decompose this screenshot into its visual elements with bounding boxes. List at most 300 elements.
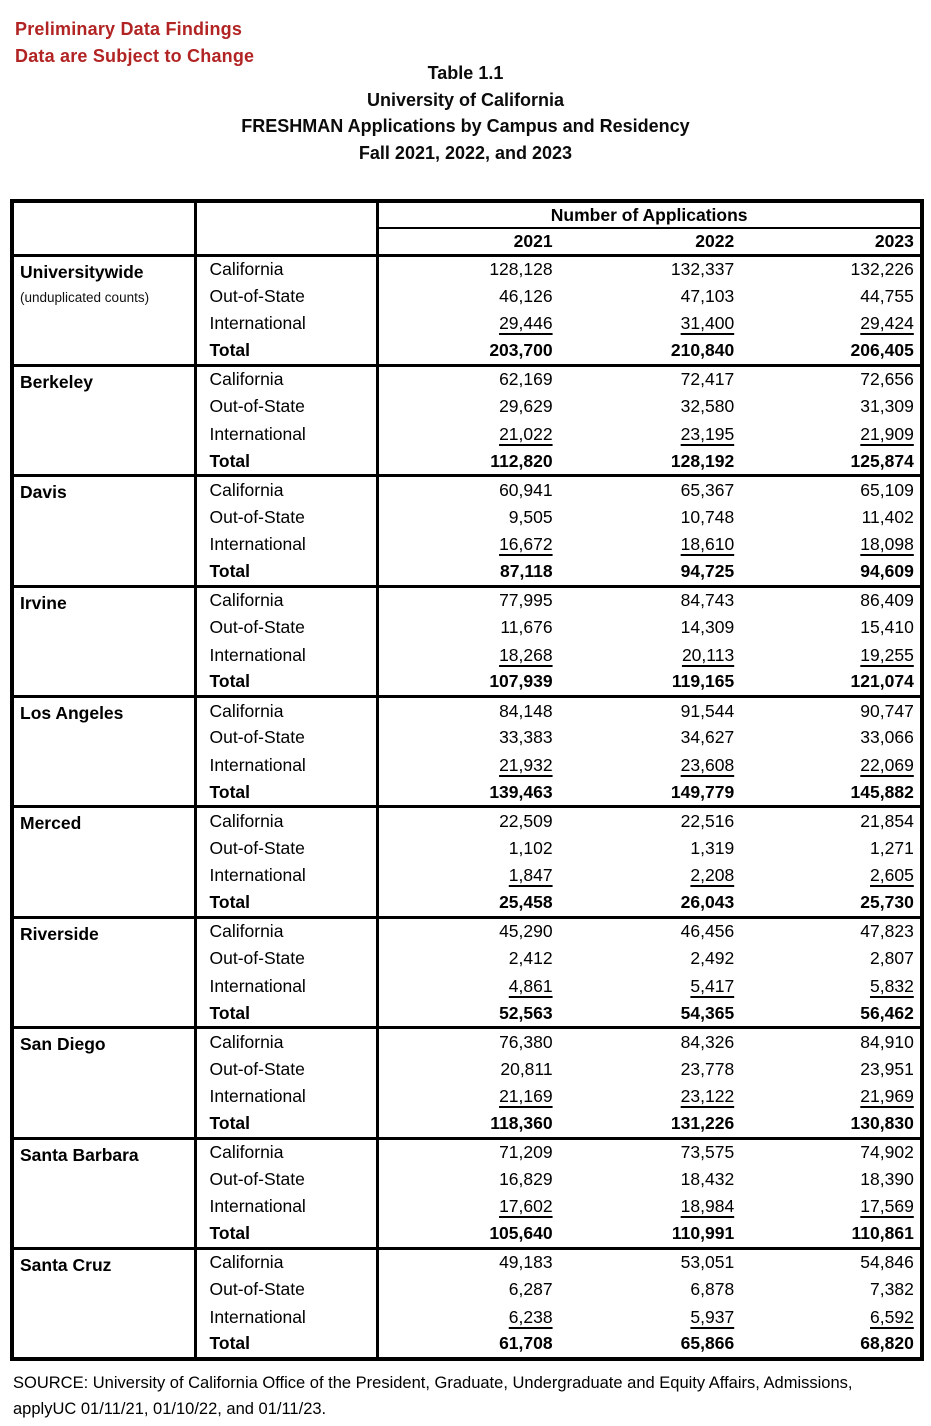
- value-text: 210,840: [670, 340, 735, 361]
- value-cell: [559, 1248, 741, 1276]
- value-cell: [740, 1221, 922, 1249]
- value-text: 11,676: [500, 617, 553, 638]
- campus-name: Universitywide: [20, 261, 144, 282]
- table-title-block: [0, 60, 931, 166]
- value-cell: [377, 1193, 559, 1221]
- campus-cell: [12, 1138, 195, 1248]
- value-cell: [740, 393, 922, 421]
- value-text: 18,610: [680, 534, 735, 555]
- value-text: 29,424: [860, 313, 914, 334]
- value-cell: [377, 531, 559, 559]
- value-cell: [377, 1028, 559, 1056]
- value-text: 23,122: [680, 1086, 735, 1107]
- value-cell: [740, 1028, 922, 1056]
- value-cell: [740, 1000, 922, 1028]
- value-cell: [377, 476, 559, 504]
- value-text: 132,337: [670, 259, 735, 280]
- table-row: [12, 1138, 922, 1166]
- value-text: 21,969: [860, 1086, 914, 1107]
- source-note: [13, 1370, 918, 1422]
- value-cell: [740, 1304, 922, 1332]
- table-header: [12, 201, 922, 255]
- campus-cell: [12, 365, 195, 475]
- value-text: 17,569: [860, 1196, 914, 1217]
- value-text: 25,730: [860, 892, 914, 913]
- value-text: 60,941: [499, 479, 553, 500]
- value-cell: [377, 1276, 559, 1304]
- value-text: 131,226: [670, 1112, 735, 1133]
- value-text: 46,126: [499, 285, 553, 306]
- value-text: 22,069: [860, 754, 914, 775]
- value-cell: [559, 283, 741, 311]
- value-cell: [740, 890, 922, 918]
- residency-label: California: [195, 917, 377, 945]
- value-cell: [377, 917, 559, 945]
- value-text: 2,208: [690, 865, 735, 886]
- value-text: 18,390: [860, 1168, 914, 1189]
- residency-label: Out-of-State: [195, 1166, 377, 1194]
- value-text: 68,820: [860, 1333, 914, 1354]
- value-text: 21,169: [499, 1086, 553, 1107]
- value-text: 94,725: [680, 561, 735, 582]
- value-cell: [740, 448, 922, 476]
- value-text: 23,951: [860, 1058, 914, 1079]
- residency-label: Out-of-State: [195, 945, 377, 973]
- campus-name: Santa Barbara: [20, 1144, 139, 1165]
- residency-label: Total: [195, 890, 377, 918]
- value-text: 84,743: [680, 590, 735, 611]
- residency-label: California: [195, 1138, 377, 1166]
- value-cell: [377, 752, 559, 780]
- value-text: 62,169: [499, 369, 553, 390]
- value-cell: [740, 1110, 922, 1138]
- value-cell: [740, 365, 922, 393]
- value-text: 32,580: [680, 396, 735, 417]
- value-text: 20,113: [681, 644, 735, 665]
- value-cell: [740, 310, 922, 338]
- value-text: 52,563: [499, 1002, 553, 1023]
- value-text: 110,991: [671, 1223, 735, 1244]
- notice-line-1: Preliminary Data Findings: [15, 19, 243, 39]
- value-text: 18,098: [860, 534, 914, 555]
- residency-label: California: [195, 365, 377, 393]
- value-cell: [377, 697, 559, 725]
- value-text: 1,102: [508, 837, 553, 858]
- table-row: [12, 917, 922, 945]
- value-text: 31,400: [680, 313, 735, 334]
- value-text: 5,417: [690, 975, 735, 996]
- value-text: 16,672: [499, 534, 553, 555]
- value-text: 203,700: [489, 340, 553, 361]
- value-cell: [740, 917, 922, 945]
- value-text: 6,287: [508, 1279, 553, 1300]
- value-text: 10,748: [680, 506, 735, 527]
- value-text: 91,544: [680, 700, 735, 721]
- source-line-1: SOURCE: University of California Office of the President, Graduate, Undergraduate and Equity Affairs, Admissions,: [13, 1374, 853, 1392]
- value-cell: [740, 586, 922, 614]
- residency-label: International: [195, 1193, 377, 1221]
- value-text: 6,592: [870, 1306, 914, 1327]
- value-cell: [559, 1138, 741, 1166]
- value-cell: [377, 1221, 559, 1249]
- value-cell: [559, 862, 741, 890]
- value-cell: [559, 1110, 741, 1138]
- value-text: 2,492: [690, 948, 735, 969]
- value-text: 22,516: [680, 810, 735, 831]
- value-cell: [559, 614, 741, 642]
- value-cell: [559, 365, 741, 393]
- value-text: 23,778: [680, 1058, 735, 1079]
- value-text: 73,575: [680, 1142, 735, 1163]
- value-text: 47,103: [680, 285, 735, 306]
- value-text: 14,309: [680, 617, 735, 638]
- campus-header-blank: [12, 201, 195, 255]
- value-cell: [377, 614, 559, 642]
- value-text: 5,937: [690, 1306, 735, 1327]
- value-text: 45,290: [499, 921, 553, 942]
- value-cell: [740, 1055, 922, 1083]
- value-cell: [740, 283, 922, 311]
- campus-note: (unduplicated counts): [20, 289, 150, 305]
- value-text: 21,022: [499, 423, 553, 444]
- value-cell: [377, 862, 559, 890]
- value-text: 18,432: [680, 1168, 735, 1189]
- value-text: 71,209: [499, 1142, 553, 1163]
- value-text: 61,708: [499, 1333, 553, 1354]
- value-text: 128,128: [489, 259, 553, 280]
- value-text: 84,326: [680, 1031, 735, 1052]
- residency-label: Total: [195, 1000, 377, 1028]
- campus-name: Los Angeles: [20, 703, 124, 723]
- value-text: 72,417: [680, 369, 735, 390]
- value-cell: [740, 972, 922, 1000]
- residency-label: Total: [195, 779, 377, 807]
- value-text: 49,183: [499, 1252, 553, 1273]
- value-cell: [740, 1166, 922, 1194]
- residency-label: Out-of-State: [195, 1276, 377, 1304]
- value-cell: [740, 752, 922, 780]
- table-row: [12, 255, 922, 283]
- value-text: 149,779: [670, 781, 735, 802]
- value-cell: [740, 559, 922, 587]
- value-text: 94,609: [860, 561, 914, 582]
- header-row-group: [12, 201, 922, 228]
- value-text: 2,605: [870, 865, 914, 886]
- value-cell: [559, 1304, 741, 1332]
- residency-label: Out-of-State: [195, 283, 377, 311]
- campus-cell: [12, 807, 195, 917]
- value-cell: [559, 807, 741, 835]
- value-cell: [377, 365, 559, 393]
- value-text: 1,271: [870, 837, 914, 858]
- value-cell: [377, 393, 559, 421]
- value-cell: [740, 255, 922, 283]
- value-cell: [740, 476, 922, 504]
- value-text: 19,255: [860, 644, 914, 665]
- value-text: 65,367: [680, 479, 735, 500]
- value-text: 77,995: [499, 590, 553, 611]
- value-text: 130,830: [850, 1112, 914, 1133]
- value-text: 29,629: [499, 396, 553, 417]
- residency-label: International: [195, 641, 377, 669]
- table-row: [12, 476, 922, 504]
- value-text: 16,829: [499, 1168, 553, 1189]
- value-cell: [559, 393, 741, 421]
- value-cell: [559, 531, 741, 559]
- value-cell: [377, 310, 559, 338]
- value-text: 23,195: [680, 423, 735, 444]
- value-cell: [559, 917, 741, 945]
- year-header-2022: 2022: [559, 228, 741, 255]
- value-cell: [559, 1276, 741, 1304]
- value-text: 34,627: [680, 727, 735, 748]
- residency-label: Total: [195, 338, 377, 366]
- value-cell: [559, 586, 741, 614]
- value-text: 145,882: [850, 781, 914, 802]
- value-text: 2,807: [870, 948, 914, 969]
- residency-label: California: [195, 697, 377, 725]
- notice-line-2: Data are Subject to Change: [15, 46, 255, 66]
- value-text: 1,319: [690, 837, 735, 858]
- value-cell: [740, 421, 922, 449]
- value-cell: [377, 1331, 559, 1359]
- value-cell: [559, 779, 741, 807]
- value-cell: [377, 1055, 559, 1083]
- residency-label: Out-of-State: [195, 503, 377, 531]
- value-cell: [559, 1331, 741, 1359]
- value-text: 118,360: [490, 1112, 553, 1133]
- value-text: 7,382: [870, 1279, 914, 1300]
- value-text: 22,509: [499, 810, 553, 831]
- value-cell: [377, 890, 559, 918]
- value-text: 53,051: [680, 1252, 735, 1273]
- residency-label: Out-of-State: [195, 834, 377, 862]
- value-cell: [740, 614, 922, 642]
- value-cell: [377, 972, 559, 1000]
- value-text: 6,238: [508, 1306, 553, 1327]
- value-text: 206,405: [850, 340, 914, 361]
- value-cell: [559, 945, 741, 973]
- value-cell: [377, 945, 559, 973]
- value-text: 54,846: [860, 1252, 914, 1273]
- value-text: 74,902: [860, 1142, 914, 1163]
- value-text: 105,640: [489, 1223, 553, 1244]
- residency-label: Out-of-State: [195, 1055, 377, 1083]
- residency-label: California: [195, 476, 377, 504]
- value-text: 110,861: [851, 1223, 914, 1244]
- value-cell: [377, 421, 559, 449]
- value-text: 128,192: [670, 450, 735, 471]
- value-text: 21,854: [860, 810, 914, 831]
- year-header-2023: 2023: [740, 228, 922, 255]
- residency-label: International: [195, 862, 377, 890]
- value-text: 33,383: [499, 727, 553, 748]
- value-cell: [377, 1138, 559, 1166]
- year-header-2021: 2021: [377, 228, 559, 255]
- value-text: 56,462: [860, 1002, 914, 1023]
- residency-label: California: [195, 586, 377, 614]
- residency-label: International: [195, 421, 377, 449]
- campus-name: Riverside: [20, 923, 99, 944]
- value-text: 1,847: [508, 865, 553, 886]
- value-text: 11,402: [861, 506, 914, 527]
- value-cell: [740, 531, 922, 559]
- value-cell: [559, 1166, 741, 1194]
- value-cell: [377, 1304, 559, 1332]
- value-text: 86,409: [860, 590, 914, 611]
- value-cell: [740, 862, 922, 890]
- value-text: 44,755: [860, 285, 914, 306]
- value-cell: [377, 283, 559, 311]
- value-cell: [740, 1248, 922, 1276]
- residency-label: California: [195, 255, 377, 283]
- value-text: 18,268: [499, 644, 553, 665]
- residency-label: California: [195, 1028, 377, 1056]
- value-text: 84,148: [499, 700, 553, 721]
- value-cell: [559, 890, 741, 918]
- value-text: 21,909: [860, 423, 914, 444]
- title-table-number: Table 1.1: [427, 63, 504, 83]
- table-row: [12, 697, 922, 725]
- table-body: [12, 255, 922, 1359]
- value-cell: [559, 669, 741, 697]
- title-institution: University of California: [366, 89, 565, 110]
- value-cell: [740, 834, 922, 862]
- value-cell: [559, 972, 741, 1000]
- value-text: 4,861: [508, 975, 553, 996]
- residency-label: Out-of-State: [195, 724, 377, 752]
- residency-label: Total: [195, 1110, 377, 1138]
- residency-label: Total: [195, 1221, 377, 1249]
- table-row: [12, 807, 922, 835]
- value-cell: [740, 945, 922, 973]
- value-text: 17,602: [499, 1196, 553, 1217]
- value-cell: [377, 503, 559, 531]
- value-text: 9,505: [508, 506, 553, 527]
- value-text: 90,747: [860, 700, 914, 721]
- campus-cell: [12, 1028, 195, 1138]
- campus-cell: [12, 586, 195, 696]
- value-cell: [559, 697, 741, 725]
- value-text: 5,832: [870, 975, 914, 996]
- value-cell: [559, 421, 741, 449]
- residency-label: International: [195, 752, 377, 780]
- value-text: 132,226: [850, 259, 914, 280]
- value-cell: [559, 752, 741, 780]
- value-cell: [559, 559, 741, 587]
- value-cell: [740, 503, 922, 531]
- value-cell: [377, 338, 559, 366]
- value-cell: [740, 697, 922, 725]
- residency-label: Total: [195, 448, 377, 476]
- value-text: 65,866: [680, 1333, 735, 1354]
- value-cell: [740, 1331, 922, 1359]
- value-text: 6,878: [690, 1279, 735, 1300]
- campus-name: Berkeley: [20, 371, 93, 392]
- residency-label: International: [195, 531, 377, 559]
- value-cell: [377, 1083, 559, 1111]
- value-text: 112,820: [490, 450, 553, 471]
- value-cell: [740, 807, 922, 835]
- value-cell: [559, 1000, 741, 1028]
- value-cell: [377, 1166, 559, 1194]
- value-cell: [740, 641, 922, 669]
- table-row: [12, 1248, 922, 1276]
- value-cell: [740, 779, 922, 807]
- value-cell: [559, 641, 741, 669]
- residency-label: International: [195, 1304, 377, 1332]
- value-cell: [559, 448, 741, 476]
- value-cell: [377, 724, 559, 752]
- table-row: [12, 1028, 922, 1056]
- residency-label: Total: [195, 669, 377, 697]
- value-text: 139,463: [489, 781, 553, 802]
- value-cell: [559, 503, 741, 531]
- value-cell: [377, 1110, 559, 1138]
- campus-name: Irvine: [20, 592, 67, 613]
- campus-cell: [12, 917, 195, 1027]
- value-cell: [377, 448, 559, 476]
- value-text: 107,939: [489, 671, 553, 692]
- value-cell: [740, 338, 922, 366]
- campus-name: San Diego: [20, 1034, 106, 1055]
- value-cell: [377, 669, 559, 697]
- campus-name: Merced: [20, 813, 82, 834]
- value-text: 25,458: [499, 892, 553, 913]
- value-text: 2,412: [508, 948, 553, 969]
- value-cell: [559, 834, 741, 862]
- number-of-applications-header: Number of Applications: [377, 201, 922, 228]
- residency-label: International: [195, 1083, 377, 1111]
- title-terms: Fall 2021, 2022, and 2023: [358, 142, 573, 163]
- residency-label: Out-of-State: [195, 614, 377, 642]
- table-row: [12, 365, 922, 393]
- value-text: 65,109: [860, 479, 914, 500]
- value-text: 119,165: [671, 671, 735, 692]
- source-line-2: applyUC 01/11/21, 01/10/22, and 01/11/23.: [13, 1400, 327, 1418]
- value-text: 125,874: [850, 450, 914, 471]
- value-text: 23,608: [680, 754, 735, 775]
- value-cell: [377, 779, 559, 807]
- table-row: [12, 586, 922, 614]
- value-cell: [559, 476, 741, 504]
- value-cell: [559, 338, 741, 366]
- applications-table: [10, 199, 924, 1361]
- value-text: 21,932: [499, 754, 553, 775]
- value-cell: [377, 559, 559, 587]
- value-cell: [377, 1248, 559, 1276]
- value-text: 54,365: [680, 1002, 735, 1023]
- value-text: 33,066: [860, 727, 914, 748]
- campus-cell: [12, 697, 195, 807]
- value-text: 76,380: [499, 1031, 553, 1052]
- value-cell: [740, 1276, 922, 1304]
- residency-label: California: [195, 807, 377, 835]
- campus-name: Santa Cruz: [20, 1254, 112, 1275]
- residency-label: Out-of-State: [195, 393, 377, 421]
- value-text: 29,446: [499, 313, 553, 334]
- value-cell: [740, 1083, 922, 1111]
- value-cell: [740, 669, 922, 697]
- residency-label: International: [195, 310, 377, 338]
- residency-label: International: [195, 972, 377, 1000]
- value-text: 87,118: [500, 561, 553, 582]
- campus-cell: [12, 1248, 195, 1358]
- value-cell: [377, 586, 559, 614]
- value-cell: [377, 1000, 559, 1028]
- value-cell: [559, 310, 741, 338]
- value-cell: [377, 807, 559, 835]
